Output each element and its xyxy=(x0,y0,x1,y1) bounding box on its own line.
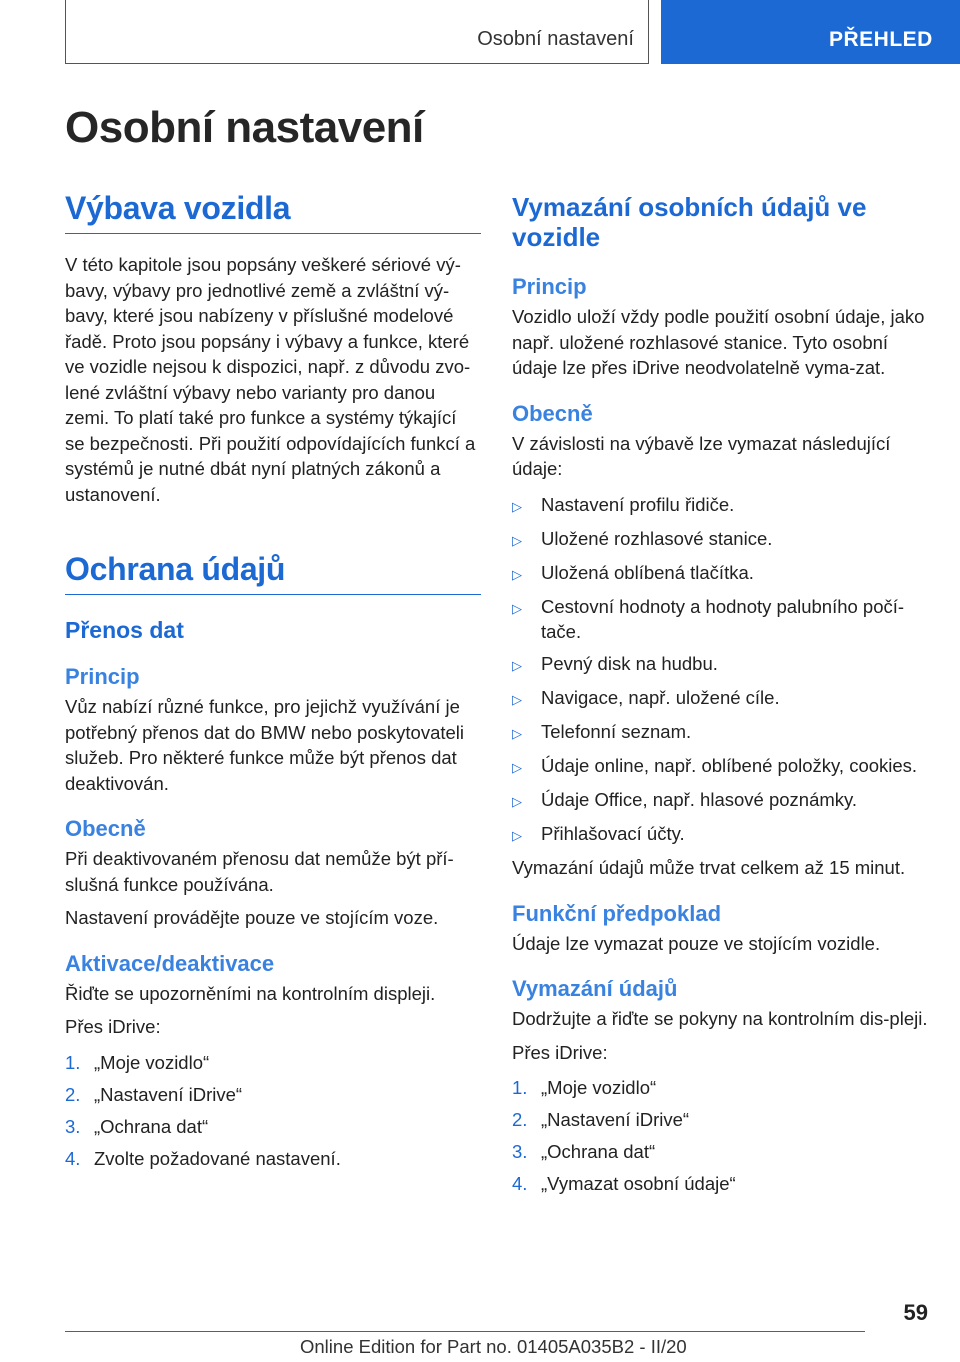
header-section-tab xyxy=(65,0,649,64)
aktivace-text-1: Řiďte se upozorněními na kontrolním displeji. xyxy=(65,982,436,1004)
left-steps-list xyxy=(65,1050,481,1172)
page-title: Osobní nastavení xyxy=(65,103,424,152)
heading-obecne-right: Obecně xyxy=(512,400,593,426)
list-item: 2. „Nastavení iDrive“ xyxy=(512,1109,690,1130)
right-bullet-list xyxy=(512,492,932,849)
heading-aktivace: Aktivace/deaktivace xyxy=(65,950,275,976)
heading-princip-left: Princip xyxy=(65,664,140,689)
list-item: ▷ Uložené rozhlasové stanice. xyxy=(512,526,932,554)
list-item: ▷ Přihlašovací účty. xyxy=(512,821,932,849)
header-section-label: Osobní nastavení xyxy=(477,28,634,50)
right-column xyxy=(512,192,932,1203)
list-item: 1. „Moje vozidlo“ xyxy=(65,1051,210,1073)
heading-prenos: Přenos dat xyxy=(65,617,184,643)
heading-princip-right: Princip xyxy=(512,274,587,299)
vymazani-text-2: Přes iDrive: xyxy=(512,1041,608,1063)
list-item: ▷ Údaje Office, např. hlasové poznámky. xyxy=(512,787,932,815)
list-item: 1. „Moje vozidlo“ xyxy=(512,1077,657,1098)
vymazani-text-1: Dodržujte a řiďte se pokyny na kontrolním dis-pleji. xyxy=(512,1008,928,1029)
left-column xyxy=(65,190,481,1178)
heading-vymazani-udaju: Vymazání údajů xyxy=(512,976,678,1001)
triangle-bullet-icon: ▷ xyxy=(512,566,522,582)
triangle-bullet-icon: ▷ xyxy=(512,532,522,548)
heading-vymazani-osobnich: Vymazání osobních údajů ve vozidle xyxy=(512,192,867,252)
triangle-bullet-icon: ▷ xyxy=(512,658,522,673)
list-item: 4. „Vymazat osobní údaje“ xyxy=(512,1173,736,1194)
list-item: ▷ Uložená oblíbená tlačítka. xyxy=(512,560,932,588)
duration-text: Vymazání údajů může trvat celkem až 15 minut. xyxy=(512,857,906,878)
list-item: ▷ Navigace, např. uložené cíle. xyxy=(512,685,932,713)
heading-ochrana: Ochrana údajů xyxy=(65,551,481,595)
list-item: 4. Zvolte požadované nastavení. xyxy=(65,1147,341,1169)
list-item: 2. „Nastavení iDrive“ xyxy=(65,1083,243,1105)
heading-obecne-left: Obecně xyxy=(65,816,146,841)
heading-vybava: Výbava vozidla xyxy=(65,190,481,234)
footer-edition: Online Edition for Part no. 01405A035B2 - II/20 xyxy=(300,1336,687,1357)
page-number: 59 xyxy=(903,1300,928,1325)
obecne-text-right: V závislosti na výbavě lze vymazat následující údaje: xyxy=(512,432,891,479)
triangle-bullet-icon: ▷ xyxy=(512,692,522,707)
aktivace-text-2: Přes iDrive: xyxy=(65,1016,161,1037)
triangle-bullet-icon: ▷ xyxy=(512,828,522,843)
list-item: 3. „Ochrana dat“ xyxy=(65,1115,209,1137)
triangle-bullet-icon: ▷ xyxy=(512,794,522,809)
obecne-text-left-2: Nastavení provádějte pouze ve stojícím voze. xyxy=(65,907,439,928)
footer-divider xyxy=(65,1331,865,1332)
right-steps-list xyxy=(512,1075,932,1197)
list-item: ▷ Cestovní hodnoty a hodnoty palubního počí-tače. xyxy=(512,594,932,645)
heading-predpoklad: Funkční předpoklad xyxy=(512,900,722,926)
obecne-text-left-1: Při deaktivovaném přenosu dat nemůže být pří-slušná funkce používána. xyxy=(65,848,454,895)
list-item: ▷ Pevný disk na hudbu. xyxy=(512,651,932,679)
list-item: ▷ Telefonní seznam. xyxy=(512,719,932,747)
list-item: ▷ Údaje online, např. oblíbené položky, cookies. xyxy=(512,753,932,781)
triangle-bullet-icon: ▷ xyxy=(512,498,522,514)
list-item: ▷ Nastavení profilu řidiče. xyxy=(512,492,932,520)
predpoklad-text: Údaje lze vymazat pouze ve stojícím vozidle. xyxy=(512,932,881,954)
vybava-text: V této kapitole jsou popsány veškeré sériové vý-bavy, výbavy pro jednotlivé země a zvláštní vý-bavy, které jsou nabízeny v příslušné modelové řadě. Proto jsou popsány i výbavy a funkce, které ve vozidle nejsou k dispozici, např. z důvodu zvo-lené zvláštní výbavy nebo varianty pro danou zemi. To platí také pro funkce a systémy týkající se bezpečnosti. Při použití odpovídajících funkcí a systémů je nutné dbát nyní platných zákonů a ustanovení. xyxy=(65,254,476,505)
triangle-bullet-icon: ▷ xyxy=(512,760,522,775)
header-chapter-label: PŘEHLED xyxy=(829,28,933,51)
princip-text-left: Vůz nabízí různé funkce, pro jejichž využívání je potřebný přenos dat do BMW nebo poskytovateli služeb. Pro některé funkce může být přenos dat deaktivován. xyxy=(65,696,465,794)
header-chapter-tab[interactable] xyxy=(661,0,960,64)
list-item: 3. „Ochrana dat“ xyxy=(512,1141,656,1162)
triangle-bullet-icon: ▷ xyxy=(512,726,522,741)
triangle-bullet-icon: ▷ xyxy=(512,600,522,616)
princip-text-right: Vozidlo uloží vždy podle použití osobní údaje, jako např. uložené rozhlasové stanice. Tyto osobní údaje lze přes iDrive neodvolatelně vyma-zat. xyxy=(512,306,925,378)
